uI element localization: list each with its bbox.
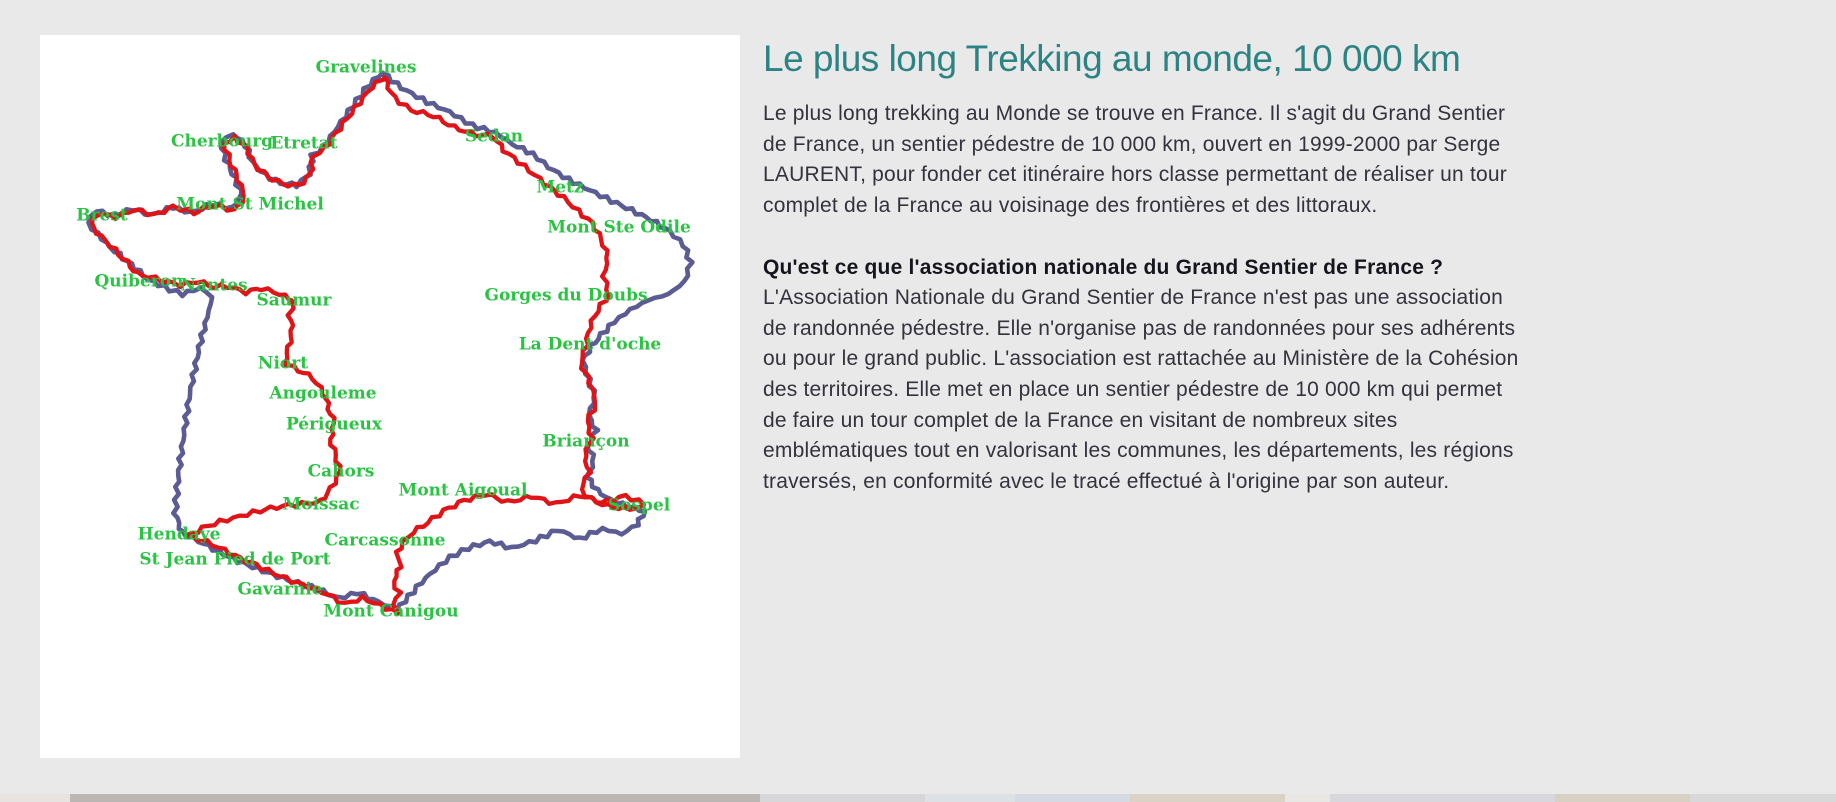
map-label-brest: Brest — [76, 205, 128, 226]
map-label-hendaye: Hendaye — [137, 524, 221, 545]
map-label-gravelines: Gravelines — [315, 57, 417, 78]
map-label-metz: Metz — [536, 177, 584, 198]
bottom-strip-segment — [1285, 794, 1330, 802]
map-label-cherbourg: Cherbourg — [170, 131, 274, 152]
map-label-brian-on: Briançon — [542, 431, 630, 452]
map-label-p-rigueux: Périgueux — [285, 414, 383, 435]
map-label-mont-st-michel: Mont St Michel — [176, 194, 324, 215]
map-label-mont-aigoual: Mont Aigoual — [398, 480, 528, 501]
article — [763, 36, 1520, 497]
bottom-strip-segment — [1015, 794, 1130, 802]
map-label-sospel: Sospel — [607, 495, 671, 516]
france-map-svg — [40, 35, 740, 675]
map-label-quiberon: Quiberon — [94, 271, 184, 292]
bottom-strip-segment — [1130, 794, 1285, 802]
question-heading: Qu'est ce que l'association nationale du Grand Sentier de France ? — [763, 255, 1444, 279]
map-label-la-dent-d-oche: La Dent d'oche — [518, 334, 662, 355]
map-label-mont-ste-odile: Mont Ste Odile — [547, 217, 691, 238]
map-label-st-jean-pied-de-port: St Jean Pied de Port — [139, 549, 331, 570]
map-label-saumur: Saumur — [256, 290, 332, 311]
map-label-niort: Niort — [257, 353, 309, 374]
bottom-strip-segment — [70, 794, 760, 802]
bottom-strip-segment — [760, 794, 925, 802]
map-label-etretat: Etretat — [270, 133, 338, 154]
france-trail-map-panel — [40, 35, 740, 758]
article-body — [763, 99, 1520, 497]
bottom-strip-segment — [1555, 794, 1690, 802]
map-label-nantes: Nantes — [180, 275, 248, 296]
intro-paragraph: Le plus long trekking au Monde se trouve en France. Il s'agit du Grand Sentier de France, un sentier pédestre de 10 000 km, ouvert en 1999-2000 par Serge LAURENT, pour fonder cet itinéraire hors classe permettant de réaliser un tour complet de la France au voisinage des frontières et des littoraux. — [763, 102, 1507, 218]
bottom-strip-segment — [0, 794, 70, 802]
map-label-cahors: Cahors — [307, 461, 375, 482]
bottom-strip-segment — [925, 794, 1015, 802]
map-label-mont-canigou: Mont Canigou — [323, 601, 459, 622]
map-label-moissac: Moissac — [282, 494, 360, 515]
bottom-strip — [0, 794, 1836, 802]
map-label-angouleme: Angouleme — [269, 383, 377, 404]
map-label-carcassonne: Carcassonne — [324, 530, 446, 551]
map-label-gavarnie: Gavarnie — [237, 579, 323, 600]
page-title: Le plus long Trekking au monde, 10 000 km — [763, 38, 1461, 79]
map-label-gorges-du-doubs: Gorges du Doubs — [484, 285, 648, 306]
bottom-strip-segment — [1330, 794, 1555, 802]
association-paragraph: L'Association Nationale du Grand Sentier de France n'est pas une association de randonnée pédestre. Elle n'organise pas de randonnées pour ses adhérents ou pour le grand public. L'association est rattachée au Ministère de la Cohésion des territoires. Elle met en place un sentier pédestre de 10 000 km qui permet de faire un tour complet de la France en visitant de nombreux sites emblématiques tout en valorisant les communes, les départements, les régions traversés, en conformité avec le tracé effectué à l'origine par son auteur. — [763, 286, 1519, 493]
bottom-strip-segment — [1690, 794, 1836, 802]
map-label-sedan: Sedan — [464, 126, 524, 147]
